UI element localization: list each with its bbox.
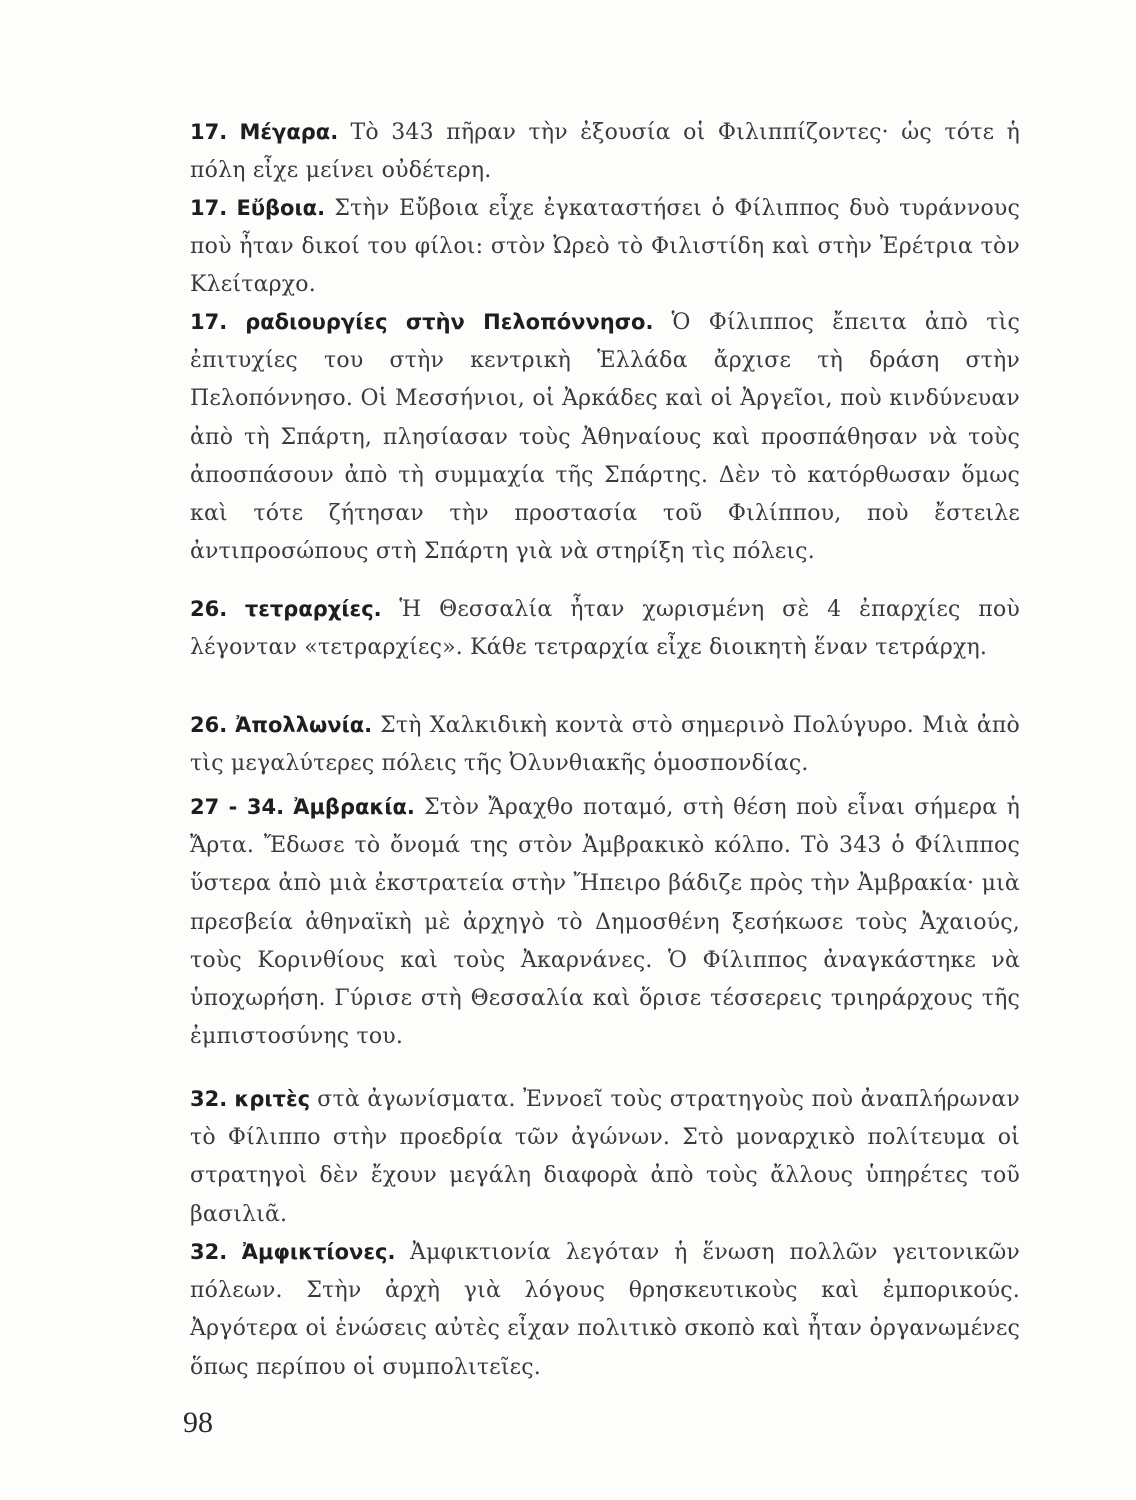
note-text: Στὸν Ἄραχθο ποταμό, στὴ θέση ποὺ εἶναι σήμερα ἡ Ἄρτα. Ἔδωσε τὸ ὄνομά της στὸν Ἀμβρακικὸ κόλπο. Τὸ 343 ὁ Φίλιππος ὕστερα ἀπὸ μιὰ ἐκστρατεία στὴν Ἤπειρο βάδιζε πρὸς τὴν Ἀμβρακία· μιὰ πρεσβεία ἀθηναϊκὴ μὲ ἀρχηγὸ τὸ Δημοσθένη ξεσήκωσε τοὺς Ἀχαιούς, τοὺς Κορινθίους καὶ τοὺς Ἀκαρνάνες. Ὁ Φίλιππος ἀναγκάστηκε νὰ ὑποχωρήση. Γύρισε στὴ Θεσσαλία καὶ ὅρισε τέσσερεις τριηράρχους τῆς ἐμπιστοσύνης του. — [190, 795, 1020, 1050]
note-headword: ραδιουργίες στὴν Πελοπόννησο. — [245, 310, 654, 334]
note-reference-number: 32. — [190, 1240, 228, 1264]
note-entry-amvrakia — [190, 788, 1020, 1056]
note-entry-amfiktiones — [190, 1233, 1020, 1387]
note-text: Ἡ Θεσσαλία ἦταν χωρισμένη σὲ 4 ἐπαρχίες ποὺ λέγονταν «τετραρχίες». Κάθε τετραρχία εἶχε διοικητὴ ἕναν τετράρχη. — [190, 597, 1020, 661]
note-headword: Ἀμφικτίονες. — [241, 1240, 396, 1264]
note-reference-number: 17. — [190, 310, 228, 334]
note-reference-number: 26. — [190, 597, 228, 621]
note-entry-euboia — [190, 189, 1020, 305]
note-text: Ὁ Φίλιππος ἔπειτα ἀπὸ τὶς ἐπιτυχίες του στὴν κεντρικὴ Ἑλλάδα ἄρχισε τὴ δράση στὴν Πελοπόννησο. Οἱ Μεσσήνιοι, οἱ Ἀρκάδες καὶ οἱ Ἀργεῖοι, ποὺ κινδύνευαν ἀπὸ τὴ Σπάρτη, πλησίασαν τοὺς Ἀθηναίους καὶ προσπάθησαν νὰ τοὺς ἀποσπάσουν ἀπὸ τὴ συμμαχία τῆς Σπάρτης. Δὲν τὸ κατόρθωσαν ὅμως καὶ τότε ζήτησαν τὴν προστασία τοῦ Φιλίππου, ποὺ ἔστειλε ἀντιπροσώπους στὴ Σπάρτη γιὰ νὰ στηρίξη τὶς πόλεις. — [190, 310, 1020, 565]
note-text: Τὸ 343 πῆραν τὴν ἐξουσία οἱ Φιλιππίζοντες· ὡς τότε ἡ πόλη εἶχε μείνει οὐδέτερη. — [190, 120, 1020, 184]
note-headword: Μέγαρα. — [239, 120, 339, 144]
note-reference-number: 27 - 34. — [190, 795, 285, 819]
note-reference-number: 26. — [190, 713, 228, 737]
note-reference-number: 17. — [190, 196, 228, 220]
note-headword: κριτὲς — [234, 1087, 311, 1111]
note-headword: τετραρχίες. — [244, 597, 382, 621]
note-reference-number: 32. — [190, 1087, 228, 1111]
note-headword: Ἀπολλωνία. — [235, 713, 373, 737]
note-headword: Ἀμβρακία. — [293, 795, 415, 819]
note-text: Στὴν Εὔβοια εἶχε ἐγκαταστήσει ὁ Φίλιππος δυὸ τυράννους ποὺ ἦταν δικοί του φίλοι: στὸν Ὠρεὸ τὸ Φιλιστίδη καὶ στὴν Ἐρέτρια τὸν Κλείταρχο. — [190, 196, 1020, 298]
note-headword: Εὔβοια. — [236, 196, 326, 220]
note-text: Ἀμφικτιονία λεγόταν ἡ ἕνωση πολλῶν γειτονικῶν πόλεων. Στὴν ἀρχὴ γιὰ λόγους θρησκευτικοὺς καὶ ἐμπορικούς. Ἀργότερα οἱ ἑνώσεις αὐτὲς εἶχαν πολιτικὸ σκοπὸ καὶ ἦταν ὀργανωμένες ὅπως περίπου οἱ συμπολιτεῖες. — [190, 1240, 1020, 1380]
note-entry-tetrarchies — [190, 590, 1020, 667]
note-reference-number: 17. — [190, 120, 228, 144]
note-entry-megara — [190, 113, 1020, 190]
note-entry-peloponnese — [190, 303, 1020, 571]
note-entry-krites — [190, 1080, 1020, 1234]
page-number: 98 — [183, 1406, 213, 1439]
note-entry-apollonia — [190, 706, 1020, 783]
note-text: στὰ ἀγωνίσματα. Ἐννοεῖ τοὺς στρατηγοὺς ποὺ ἀναπλήρωναν τὸ Φίλιππο στὴν προεδρία τῶν ἀγώνων. Στὸ μοναρχικὸ πολίτευμα οἱ στρατηγοὶ δὲν ἔχουν μεγάλη διαφορὰ ἀπὸ τοὺς ἄλλους ὑπηρέτες τοῦ βασιλιᾶ. — [190, 1087, 1020, 1227]
note-text: Στὴ Χαλκιδικὴ κοντὰ στὸ σημερινὸ Πολύγυρο. Μιὰ ἀπὸ τὶς μεγαλύτερες πόλεις τῆς Ὀλυνθιακῆς ὁμοσπονδίας. — [190, 713, 1021, 777]
